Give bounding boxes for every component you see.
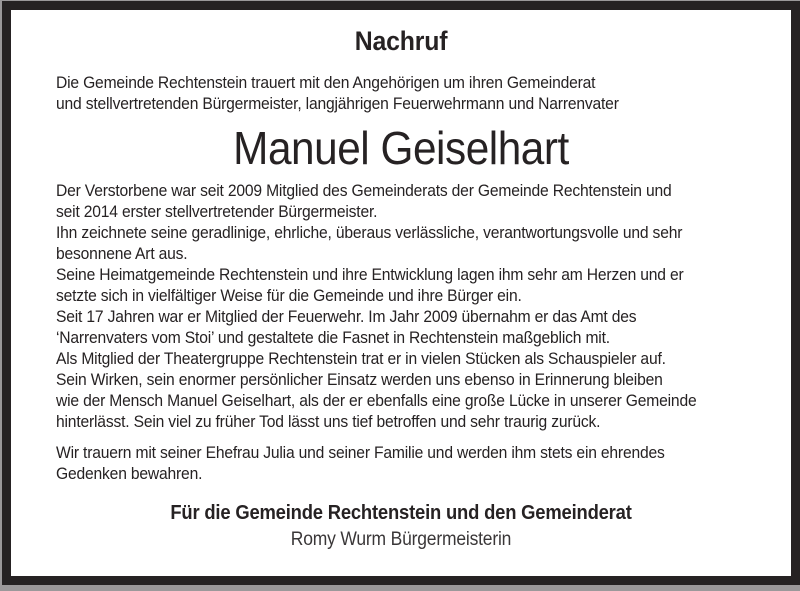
intro-line: und stellvertretenden Bürgermeister, langjährigen Feuerwehrmann und Narrenvater [56,94,619,113]
body-line: ‘Narrenvaters vom Stoi’ und gestaltete die Fasnet in Rechtenstein maßgeblich mit. [56,328,610,347]
body-line: besonnene Art aus. [56,244,188,263]
body-line: Sein Wirken, sein enormer persönlicher Einsatz werden uns ebenso in Erinnerung bleiben [56,370,663,389]
body-line: seit 2014 erster stellvertretender Bürgermeister. [56,202,378,221]
signoff-line: Für die Gemeinde Rechtenstein und den Gemeinderat [170,502,632,524]
closing-text [56,442,751,484]
obituary-body [56,180,751,432]
body-line: Ihn zeichnete seine geradlinige, ehrliche, überaus verlässliche, verantwortungsvolle und sehr [56,223,683,242]
notice-content [11,25,791,591]
body-line: setzte sich in vielfältiger Weise für die Gemeinde und ihre Bürger ein. [56,286,522,305]
notice-title: Nachruf [354,26,448,56]
intro-text [56,72,751,114]
obituary-notice [2,1,800,585]
closing-line: Gedenken bewahren. [56,464,203,483]
body-line: wie der Mensch Manuel Geiselhart, als der er ebenfalls eine große Lücke in unserer Gemeinde [56,391,697,410]
body-line: hinterlässt. Sein viel zu früher Tod lässt uns tief betroffen und sehr traurig zurück. [56,412,601,431]
body-line: Als Mitglied der Theatergruppe Rechtenstein trat er in vielen Stücken als Schauspieler auf. [56,349,666,368]
body-line: Seit 17 Jahren war er Mitglied der Feuerwehr. Im Jahr 2009 übernahm er das Amt des [56,307,637,326]
intro-line: Die Gemeinde Rechtenstein trauert mit den Angehörigen um ihren Gemeinderat [56,73,596,92]
closing-line: Wir trauern mit seiner Ehefrau Julia und seiner Familie und werden ihm stets ein ehrendes [56,443,665,462]
deceased-name: Manuel Geiselhart [233,122,569,174]
signature-line: Romy Wurm Bürgermeisterin [290,529,512,550]
body-line: Seine Heimatgemeinde Rechtenstein und ihre Entwicklung lagen ihm sehr am Herzen und er [56,265,684,284]
body-line: Der Verstorbene war seit 2009 Mitglied des Gemeinderats der Gemeinde Rechtenstein und [56,181,672,200]
